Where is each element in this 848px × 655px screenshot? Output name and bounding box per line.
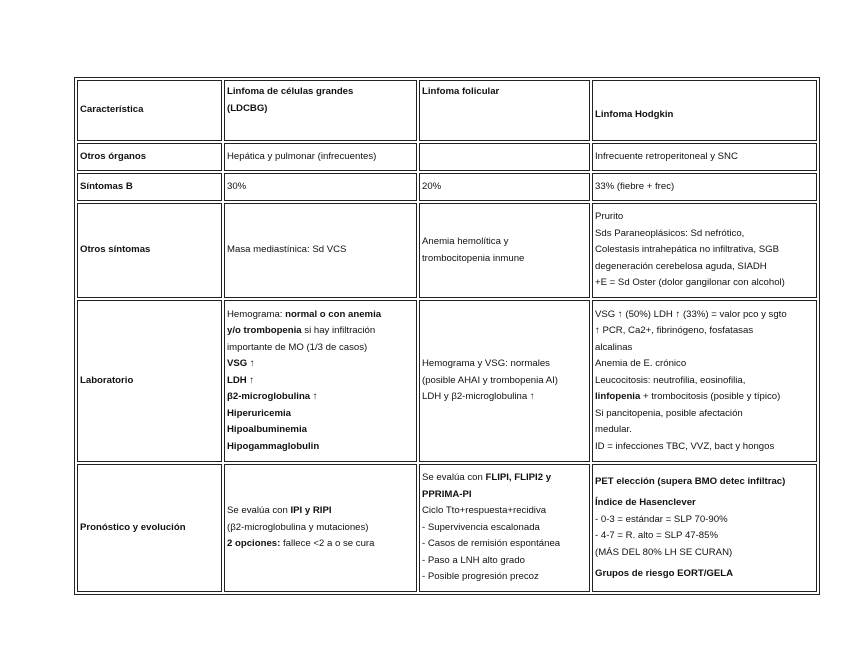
text-bold: normal o con anemia: [285, 308, 382, 320]
text-line: Hemograma y VSG: normales: [422, 358, 550, 370]
cell-otros-sintomas-hodgkin: [592, 203, 817, 298]
text-line: LDH ↑: [227, 374, 255, 386]
text-bold: y/o trombopenia: [227, 325, 302, 337]
cell-sintomas-b-hodgkin: 33% (fiebre + frec): [592, 173, 817, 201]
text-line: Leucocitosis: neutrofilia, eosinofilia,: [595, 374, 746, 386]
table-row-laboratorio: [77, 300, 817, 462]
text-line: β2-microglobulina ↑: [227, 391, 318, 403]
table-row-otros-sintomas: [77, 203, 817, 298]
cell-pronostico-ldcbg: [224, 464, 417, 592]
text-line: [227, 307, 414, 324]
cell-laboratorio-hodgkin: [592, 300, 817, 462]
text-line: (posible AHAI y trombopenia AI): [422, 374, 558, 386]
cell-sintomas-b-folicular: 20%: [419, 173, 590, 201]
text-line: VSG ↑: [227, 358, 255, 370]
text-line: Índice de Hasenclever: [595, 497, 696, 508]
cell-pronostico-folicular: [419, 464, 590, 592]
lymphoma-comparison-table: [74, 77, 820, 595]
text-line: - 4-7 = R. alto = SLP 47-85%: [595, 530, 719, 541]
text-fragment: + trombocitosis (posible y típico): [640, 391, 781, 403]
table-row-otros-organos: [77, 143, 817, 171]
header-folicular: Linfoma folicular: [419, 80, 590, 141]
row-label-laboratorio: Laboratorio: [77, 300, 222, 462]
text-fragment: si hay infiltración: [301, 325, 376, 337]
text-fragment: fallece <2 a o se cura: [280, 538, 375, 550]
text-line: ↑ PCR, Ca2+, fibrinógeno, fosfatasas: [595, 325, 754, 337]
text-line: - Casos de remisión espontánea: [422, 538, 561, 550]
text-line: Anemia hemolítica y: [422, 236, 509, 247]
table-row-sintomas-b: [77, 173, 817, 201]
text-line: (MÁS DEL 80% LH SE CURAN): [595, 546, 733, 558]
header-caracteristica: Característica: [77, 80, 222, 141]
text-line: trombocitopenia inmune: [422, 252, 525, 264]
text-line: Si pancitopenia, posible afectación: [595, 407, 743, 419]
row-label-sintomas-b: Síntomas B: [77, 173, 222, 201]
text-line: Sds Paraneoplásicos: Sd nefrótico,: [595, 227, 745, 239]
text-line: - Posible progresión precoz: [422, 571, 539, 583]
text-line: LDH y β2-microglobulina ↑: [422, 391, 535, 403]
cell-otros-organos-folicular: [419, 143, 590, 171]
text-bold: linfopenia: [595, 391, 641, 403]
cell-otros-sintomas-folicular: [419, 203, 590, 298]
text-line: Hipoalbuminemia: [227, 424, 307, 436]
text-line: degeneración cerebelosa aguda, SIADH: [595, 260, 767, 272]
cell-sintomas-b-ldcbg: 30%: [224, 173, 417, 201]
text-bold: IPI y RIPI: [290, 505, 332, 517]
cell-laboratorio-ldcbg: [224, 300, 417, 462]
text-line: Hiperuricemia: [227, 407, 291, 419]
text-fragment: Se evalúa con: [227, 505, 291, 517]
text-line: [422, 470, 587, 487]
cell-laboratorio-folicular: [419, 300, 590, 462]
row-label-otros-organos: Otros órganos: [77, 143, 222, 171]
header-ldcbg-line2: (LDCBG): [227, 102, 268, 114]
text-bold: FLIPI, FLIPI2 y: [485, 472, 552, 484]
text-line: Ciclo Tto+respuesta+recidiva: [422, 505, 547, 517]
text-line: Colestasis intrahepática no infiltrativa, SGB: [595, 244, 779, 256]
text-fragment: Hemograma:: [227, 308, 286, 320]
header-ldcbg: [224, 80, 417, 141]
text-line: ID = infecciones TBC, VVZ, bact y hongos: [595, 440, 775, 452]
row-label-pronostico: Pronóstico y evolución: [77, 464, 222, 592]
text-line: Anemia de E. crónico: [595, 358, 687, 370]
row-label-otros-sintomas: Otros síntomas: [77, 203, 222, 298]
text-line: Grupos de riesgo EORT/GELA: [595, 568, 734, 579]
text-line: +E = Sd Oster (dolor gangilonar con alcohol): [595, 277, 785, 289]
table-header-row: [77, 80, 817, 141]
cell-otros-sintomas-ldcbg: Masa mediastínica: Sd VCS: [224, 203, 417, 298]
text-line: - Supervivencia escalonada: [422, 521, 540, 533]
text-line: - Paso a LNH alto grado: [422, 554, 525, 566]
header-hodgkin: Linfoma Hodgkin: [592, 80, 817, 141]
text-line: [595, 389, 814, 406]
text-line: alcalinas: [595, 341, 633, 353]
text-line: PPRIMA-PI: [422, 488, 472, 500]
table-row-pronostico: [77, 464, 817, 592]
text-bold: 2 opciones:: [227, 538, 281, 550]
text-line: [227, 503, 414, 520]
cell-pronostico-hodgkin: [592, 464, 817, 592]
text-line: [227, 323, 414, 340]
cell-otros-organos-ldcbg: Hepática y pulmonar (infrecuentes): [224, 143, 417, 171]
header-ldcbg-line1: Linfoma de células grandes: [227, 86, 354, 97]
text-line: - 0-3 = estándar = SLP 70-90%: [595, 513, 728, 525]
text-line: (β2-microglobulina y mutaciones): [227, 521, 369, 533]
text-line: [227, 536, 414, 553]
text-line: Hipogammaglobulin: [227, 440, 320, 452]
text-line: VSG ↑ (50%) LDH ↑ (33%) = valor pco y sgto: [595, 308, 787, 320]
text-fragment: Se evalúa con: [422, 472, 486, 484]
text-line: PET elección (supera BMO detec infiltrac): [595, 475, 786, 487]
text-line: Prurito: [595, 211, 624, 223]
text-line: medular.: [595, 424, 632, 436]
text-line: importante de MO (1/3 de casos): [227, 341, 368, 353]
cell-otros-organos-hodgkin: Infrecuente retroperitoneal y SNC: [592, 143, 817, 171]
